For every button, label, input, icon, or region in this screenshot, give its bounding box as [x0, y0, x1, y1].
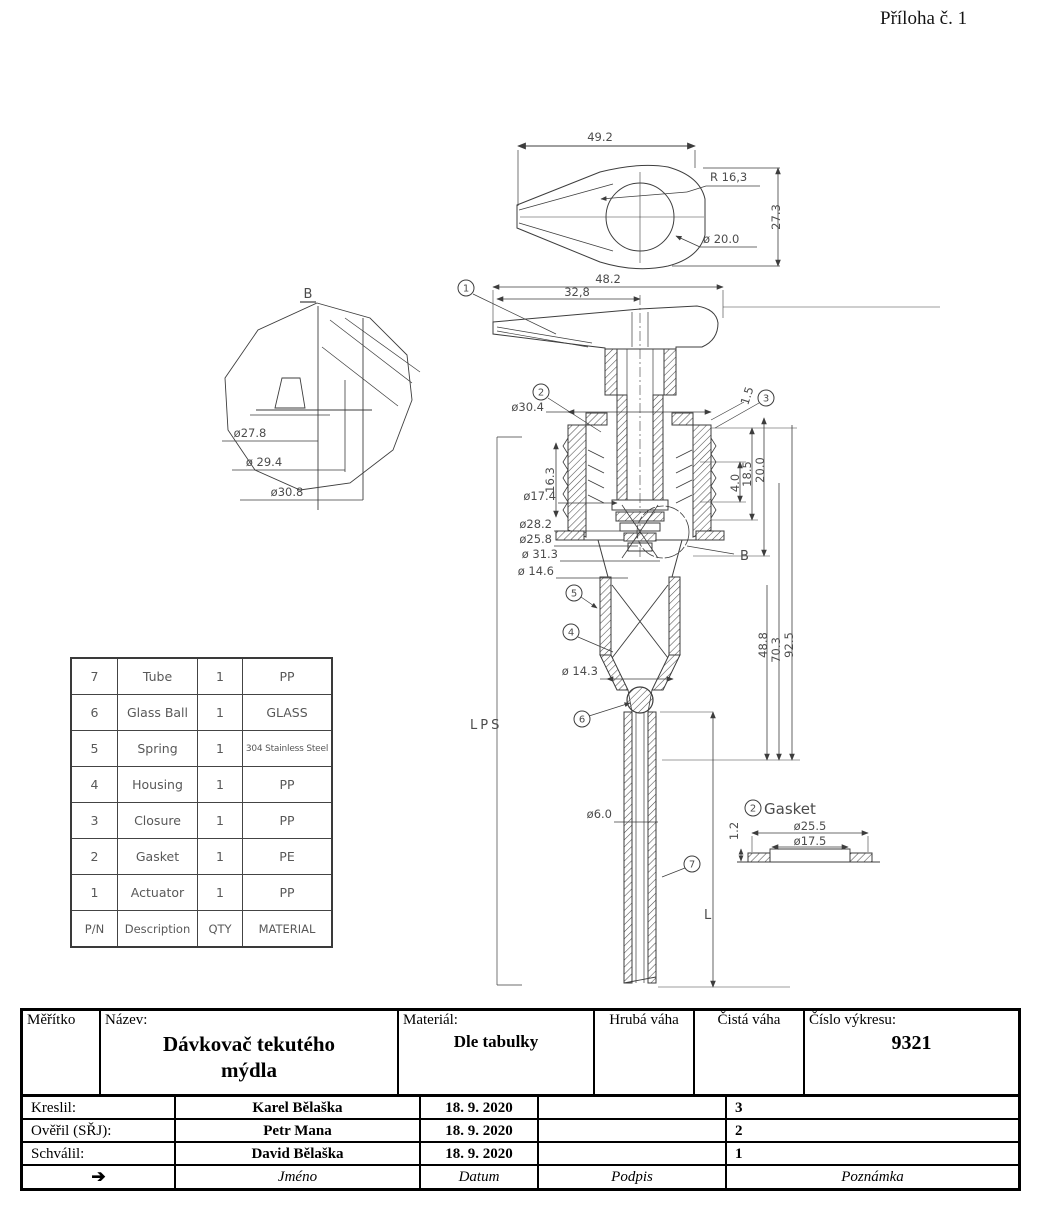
role-label: Schválil: — [23, 1143, 176, 1164]
bom-material: 304 Stainless Steel — [243, 731, 333, 767]
bom-description: Closure — [118, 803, 198, 839]
bom-qty: 1 — [198, 803, 243, 839]
table-row — [71, 695, 332, 731]
note-value: 3 — [735, 1100, 743, 1116]
table-row — [71, 658, 332, 695]
bom-qty: 1 — [198, 695, 243, 731]
role-label: Ověřil (SŘJ): — [23, 1120, 176, 1141]
drawing-title — [101, 1031, 397, 1084]
gross-weight-label: Hrubá váha — [609, 1012, 679, 1028]
table-header-row — [71, 911, 332, 948]
dim-gasket-outer: ø25.5 — [793, 819, 827, 833]
net-weight-cell — [695, 1011, 805, 1094]
bom-header-qty: QTY — [198, 911, 243, 948]
bom-description: Glass Ball — [118, 695, 198, 731]
approval-row-overil — [23, 1120, 1018, 1143]
footer-date-label: Datum — [421, 1166, 539, 1189]
bom-pn: 5 — [71, 731, 118, 767]
bom-material: PP — [243, 658, 333, 695]
balloon-5: 5 — [570, 588, 578, 600]
title-block — [20, 1008, 1021, 1191]
dim-spout-offset: 32,8 — [564, 285, 590, 299]
dim-cap-dia: ø30.4 — [511, 400, 544, 414]
date-value: 18. 9. 2020 — [421, 1143, 539, 1164]
balloon-3: 3 — [762, 393, 770, 405]
dim-detailb-d2: ø 29.4 — [245, 455, 283, 469]
dim-gasket-thickness: 1.2 — [727, 821, 741, 841]
label-l: L — [704, 908, 712, 923]
top-view — [517, 146, 780, 269]
title-block-top-row — [23, 1011, 1018, 1097]
dim-v2: 70.3 — [769, 637, 783, 663]
material-cell — [399, 1011, 595, 1094]
person-name: David Bělaška — [176, 1143, 421, 1164]
dim-detailb-d1: ø27.8 — [233, 426, 267, 440]
material-label: Materiál: — [403, 1012, 458, 1028]
bom-pn: 4 — [71, 767, 118, 803]
dim-h1: 18.5 — [740, 461, 754, 487]
gasket-balloon: 2 — [749, 803, 757, 815]
table-row — [71, 803, 332, 839]
detail-b-view — [222, 302, 420, 510]
approval-row-kreslil — [23, 1097, 1018, 1120]
bom-pn: 1 — [71, 875, 118, 911]
drawing-number-label: Číslo výkresu: — [809, 1012, 897, 1028]
bom-header-pn: P/N — [71, 911, 118, 948]
material-value: Dle tabulky — [453, 1032, 539, 1051]
bom-description: Tube — [118, 658, 198, 695]
approval-row-schvalil — [23, 1143, 1018, 1166]
dim-cap-height: 16.3 — [543, 467, 557, 493]
dim-topview-width: 49.2 — [587, 130, 613, 144]
bom-material: GLASS — [243, 695, 333, 731]
dim-h2: 20.0 — [753, 457, 767, 483]
net-weight-label: Čistá váha — [717, 1012, 781, 1028]
dim-h3: 4.0 — [728, 473, 742, 493]
balloon-1: 1 — [462, 283, 470, 295]
dim-v3: 92.5 — [782, 632, 796, 658]
table-row — [71, 731, 332, 767]
dim-d2: ø25.8 — [519, 532, 552, 546]
signature-cell — [539, 1143, 727, 1164]
bom-material: PP — [243, 875, 333, 911]
direction-arrow-icon: ➔ — [23, 1166, 176, 1189]
dim-d5: ø 14.3 — [561, 664, 598, 678]
detail-b-title: B — [303, 287, 313, 302]
person-name: Petr Mana — [176, 1120, 421, 1141]
label-detail-ref-b: B — [740, 549, 749, 564]
bom-qty: 1 — [198, 875, 243, 911]
dim-d3: ø 31.3 — [521, 547, 558, 561]
balloon-7: 7 — [688, 859, 696, 871]
dim-d1: ø28.2 — [519, 517, 552, 531]
dim-tube-dia: ø6.0 — [586, 807, 612, 821]
label-lps: LPS — [470, 718, 503, 733]
attachment-label: Příloha č. 1 — [880, 8, 968, 29]
bom-description: Gasket — [118, 839, 198, 875]
signature-cell — [539, 1097, 727, 1118]
bom-header-material: MATERIAL — [243, 911, 333, 948]
drawing-title-line1: Dávkovač tekutého — [162, 1032, 336, 1056]
dim-d4: ø 14.6 — [517, 564, 554, 578]
scale-label: Měřítko — [27, 1012, 76, 1028]
dim-wall: 1.5 — [737, 384, 757, 407]
bom-pn: 2 — [71, 839, 118, 875]
person-name: Karel Bělaška — [176, 1097, 421, 1118]
table-row — [71, 839, 332, 875]
bom-qty: 1 — [198, 658, 243, 695]
dim-head-width: 48.2 — [595, 272, 621, 286]
dim-topview-depth: 27.3 — [769, 204, 783, 230]
dim-detailb-d3: ø30.8 — [270, 485, 304, 499]
name-cell — [101, 1011, 399, 1094]
dim-topview-radius: R 16,3 — [710, 170, 748, 184]
bom-material: PP — [243, 803, 333, 839]
drawing-number-cell — [805, 1011, 1018, 1094]
role-label: Kreslil: — [23, 1097, 176, 1118]
note-value: 1 — [735, 1146, 743, 1162]
bom-description: Actuator — [118, 875, 198, 911]
dim-topview-diameter: ø 20.0 — [703, 232, 740, 246]
scale-cell — [23, 1011, 101, 1094]
balloon-2: 2 — [537, 387, 545, 399]
dim-gasket-inner: ø17.5 — [793, 834, 827, 848]
bom-pn: 7 — [71, 658, 118, 695]
drawing-title-line2: mýdla — [220, 1058, 277, 1083]
dim-v1: 48.8 — [756, 632, 770, 658]
bom-table — [70, 657, 333, 948]
date-value: 18. 9. 2020 — [421, 1120, 539, 1141]
bom-pn: 3 — [71, 803, 118, 839]
footer-note-label: Poznámka — [841, 1169, 904, 1185]
footer-row — [23, 1166, 1018, 1189]
balloon-4: 4 — [567, 627, 575, 639]
gasket-title: Gasket — [764, 800, 816, 818]
table-row — [71, 767, 332, 803]
bom-pn: 6 — [71, 695, 118, 731]
dim-stem-dia: ø17.4 — [523, 489, 556, 503]
bom-description: Spring — [118, 731, 198, 767]
date-value: 18. 9. 2020 — [421, 1097, 539, 1118]
gross-weight-cell — [595, 1011, 695, 1094]
bom-qty: 1 — [198, 839, 243, 875]
bom-material: PE — [243, 839, 333, 875]
table-row — [71, 875, 332, 911]
bom-qty: 1 — [198, 767, 243, 803]
bom-qty: 1 — [198, 731, 243, 767]
drawing-number-value: 9321 — [891, 1032, 932, 1054]
note-value: 2 — [735, 1123, 743, 1139]
bom-material: PP — [243, 767, 333, 803]
footer-name-label: Jméno — [176, 1166, 421, 1189]
balloon-6: 6 — [578, 714, 586, 726]
footer-signature-label: Podpis — [539, 1166, 727, 1189]
signature-cell — [539, 1120, 727, 1141]
name-label: Název: — [105, 1012, 148, 1028]
bom-description: Housing — [118, 767, 198, 803]
bom-header-description: Description — [118, 911, 198, 948]
